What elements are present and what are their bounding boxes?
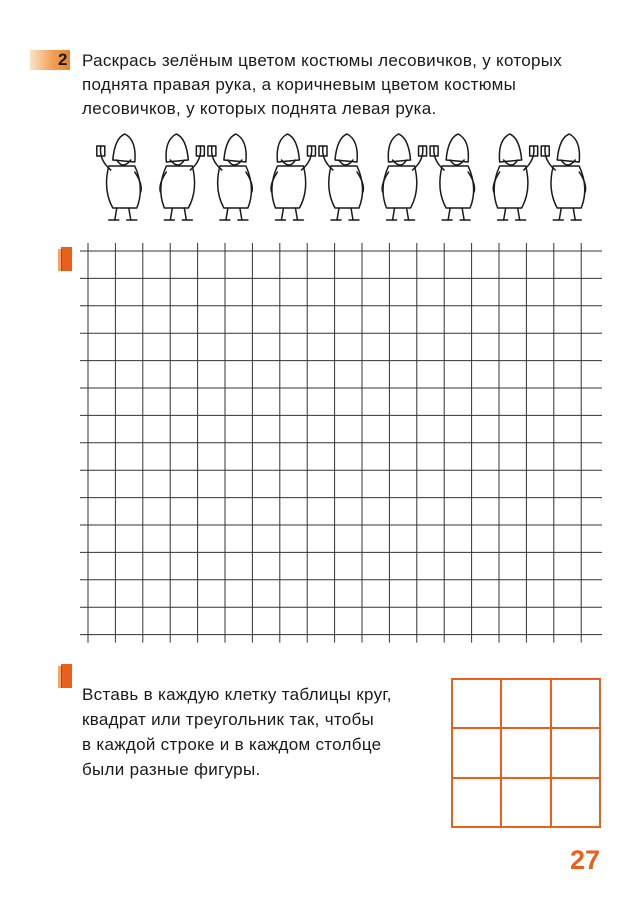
gnome-figure[interactable]	[271, 134, 315, 220]
gnome-figure[interactable]	[430, 134, 474, 220]
puzzle-line: были разные фигуры.	[82, 760, 261, 779]
gnome-figure[interactable]	[160, 134, 204, 220]
puzzle-line: Вставь в каждую клетку таблицы круг,	[82, 685, 392, 704]
page-number: 27	[570, 845, 601, 875]
puzzle-line: в каждой строке и в каждом столбце	[82, 735, 382, 754]
task-line: лесовичков, у которых поднята левая рука.	[82, 99, 437, 118]
task-line: Раскрась зелёным цветом костюмы лесовичков, у которых	[82, 51, 563, 70]
puzzle-line: квадрат или треугольник так, чтобы	[82, 710, 375, 729]
squared-grid	[80, 243, 602, 651]
puzzle-table-3x3[interactable]	[451, 678, 601, 828]
puzzle-instructions	[82, 682, 437, 782]
gnome-figure[interactable]	[319, 134, 363, 220]
gnome-figure[interactable]	[541, 134, 585, 220]
gnome-figure[interactable]	[382, 134, 426, 220]
book-icon	[58, 247, 72, 271]
gnome-figure[interactable]	[208, 134, 252, 220]
task-number: 2	[58, 50, 68, 69]
gnome-figures-row	[95, 130, 595, 225]
gnome-figure[interactable]	[493, 134, 537, 220]
task-line: поднята правая рука, а коричневым цветом костюмы	[82, 75, 517, 94]
book-icon	[58, 664, 72, 688]
task-instructions	[82, 49, 602, 121]
gnome-figure[interactable]	[97, 134, 141, 220]
